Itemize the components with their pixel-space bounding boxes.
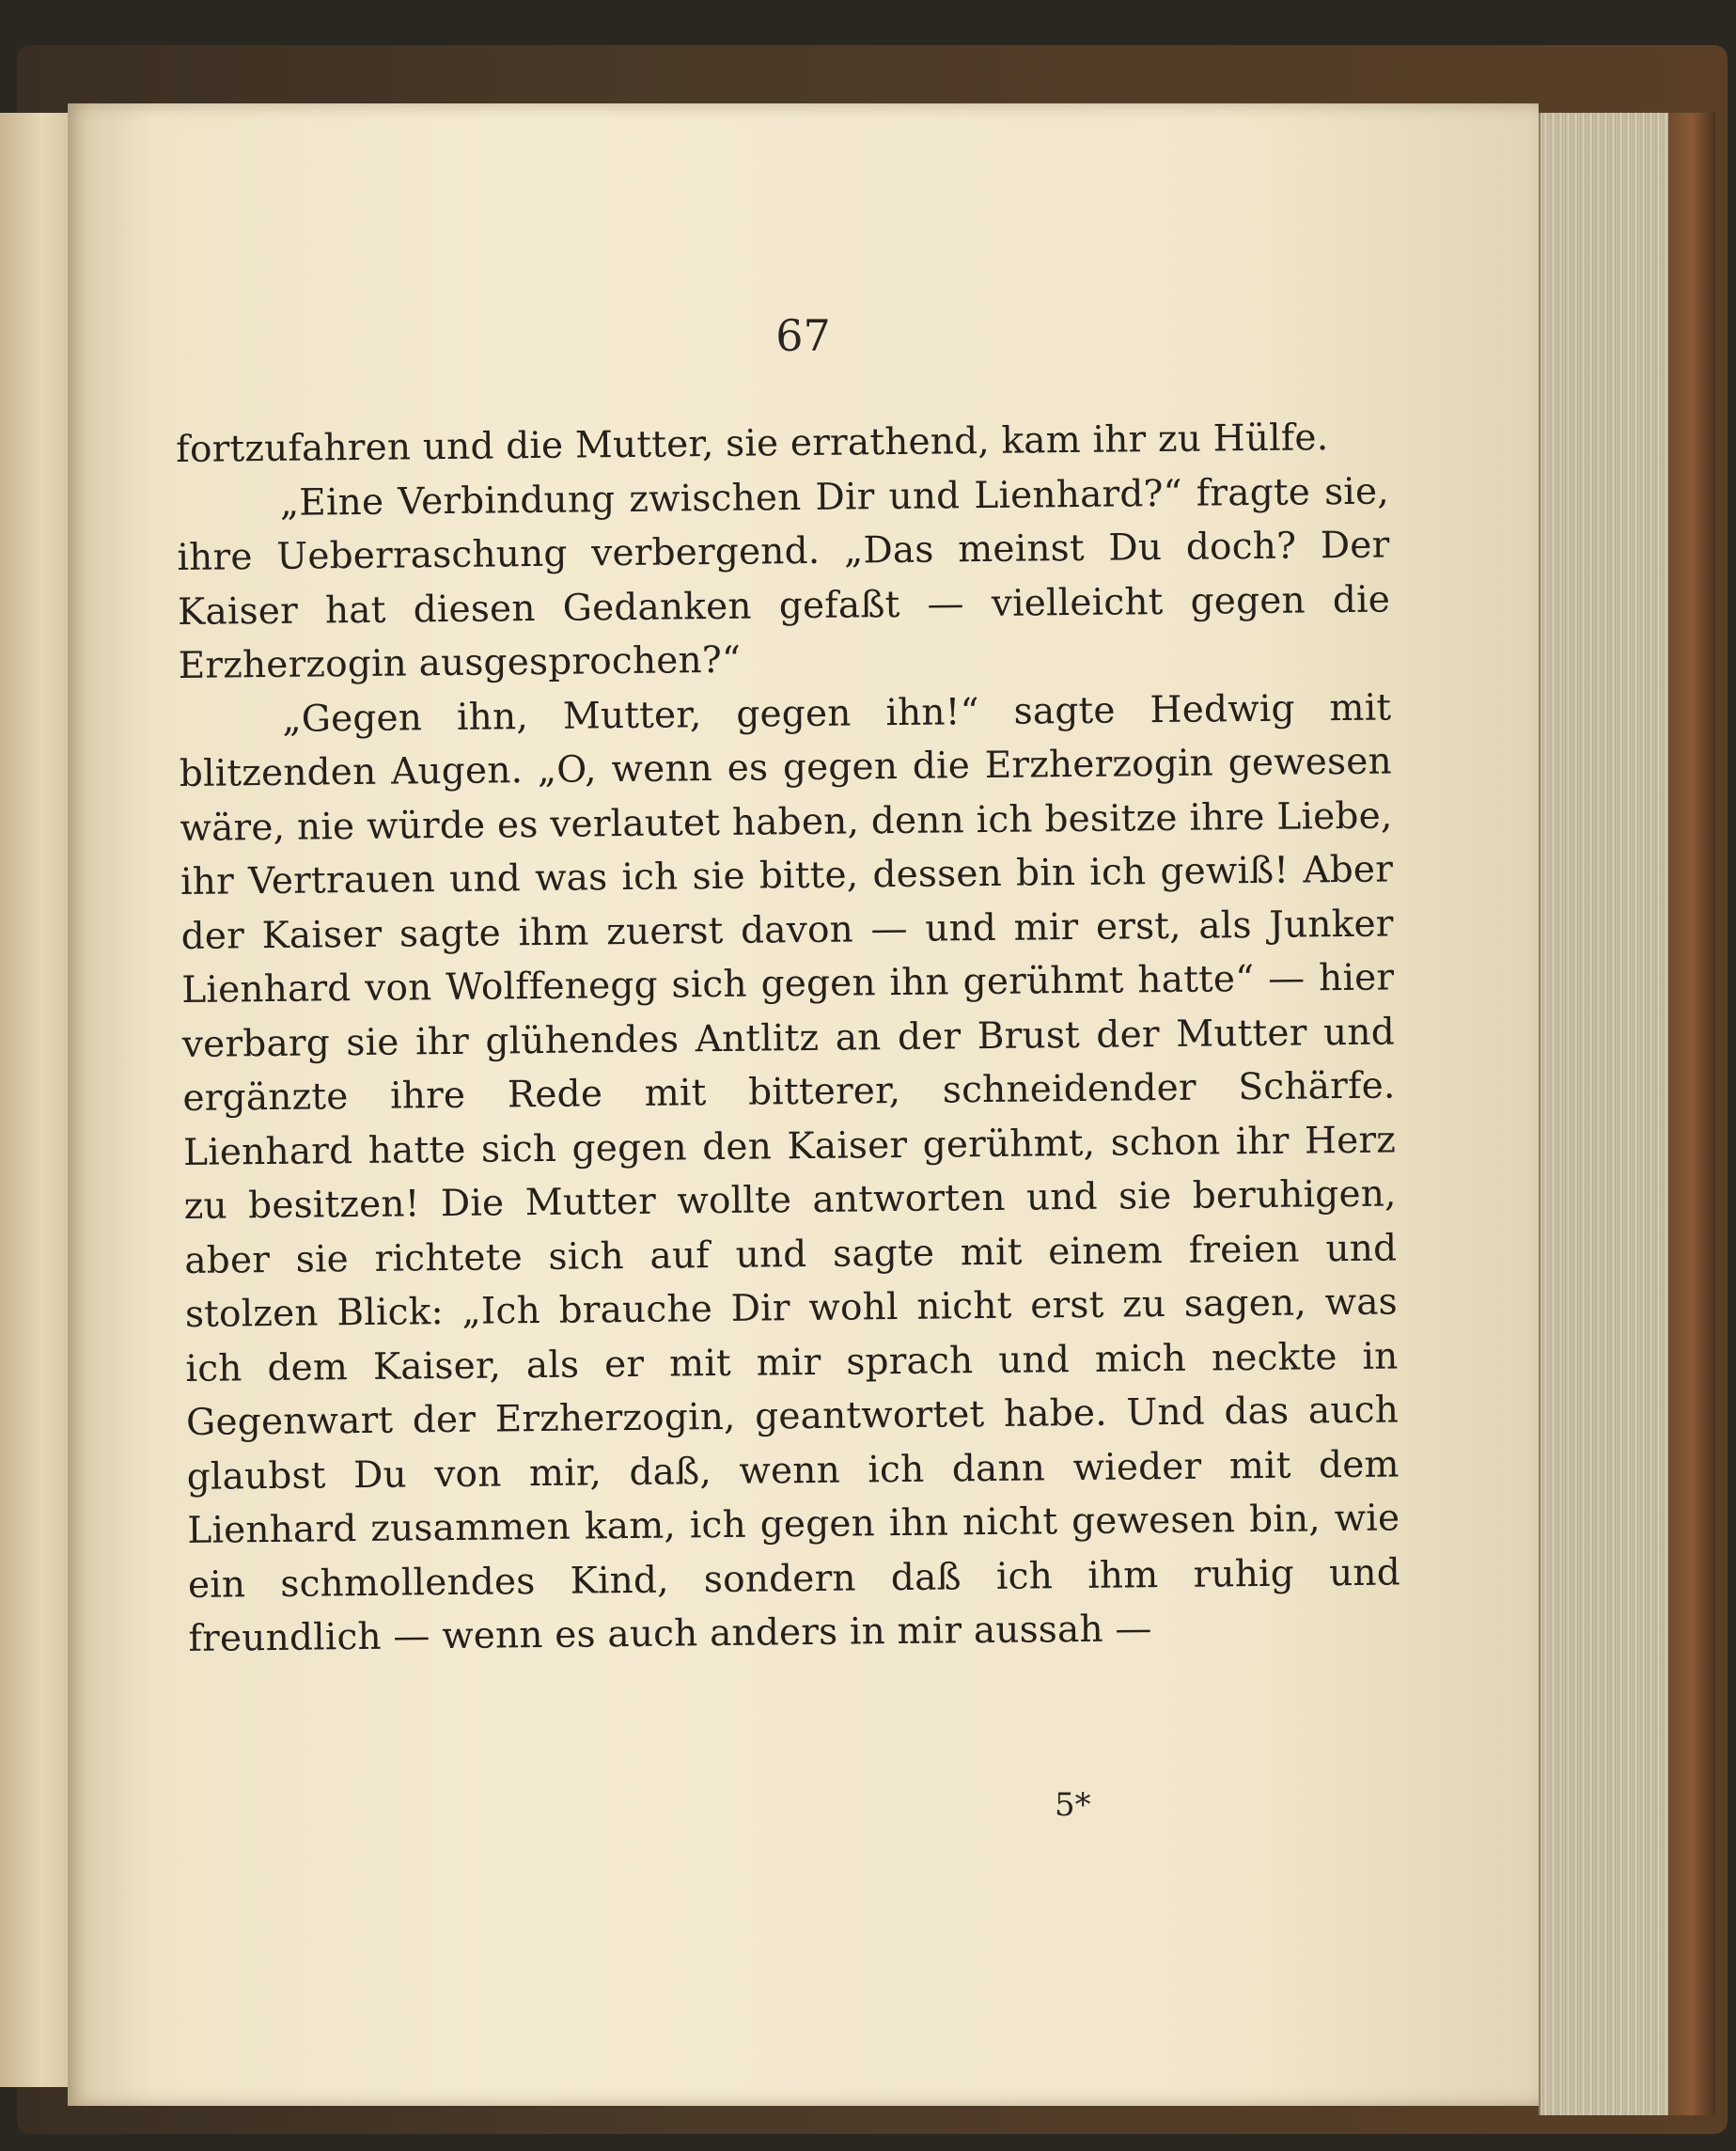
page-number: 67 [775,310,831,361]
page-text [176,410,1401,1666]
cover-edge [1668,113,1715,2115]
page-block-edges [1539,113,1672,2115]
paragraph: „Eine Verbindung zwischen Dir und Lienhard?“ fragte sie, ihre Ueberraschung verbergend. „Das meinst Du doch? Der Kaiser hat diesen Gedanken gefaßt — vielleicht gegen die Erzherzogin ausgesprochen?“ [177,469,1391,687]
printer-signature-mark: 5* [1055,1786,1091,1824]
paragraph: „Gegen ihn, Mutter, gegen ihn!“ sagte Hedwig mit blitzenden Augen. „O, wenn es gegen die Erzherzogin gewesen wäre, nie würde es verlautet haben, denn ich besitze ihre Liebe, ihr Vertrauen und was ich sie bitte, dessen bin ich gewiß! Aber der Kaiser sagte ihm zuerst davon — und mir erst, als Junker Lienhard von Wolffenegg sich gegen ihn gerühmt hatte“ — hier verbarg sie ihr glühendes Antlitz an der Brust der Mutter und ergänzte ihre Rede mit bitterer, schneidender Schärfe. Lienhard hatte sich gegen den Kaiser gerühmt, schon ihr Herz zu besitzen! Die Mutter wollte antworten und sie beruhigen, aber sie richtete sich auf und sagte mit einem freien und stolzen Blick: „Ich brauche Dir wohl nicht erst zu sagen, was ich dem Kaiser, als er mit mir sprach und mich neckte in Gegenwart der Erzherzogin, geantwortet habe. Und das auch glaubst Du von mir, daß, wenn ich dann wieder mit dem Lienhard zusammen kam, ich gegen ihn nicht gewesen bin, wie ein schmollendes Kind, sondern daß ich ihm ruhig und freundlich — wenn es auch anders in mir aussah — [179,685,1401,1660]
book-page [68,103,1539,2106]
left-page-edge [0,113,73,2087]
paragraph: fortzufahren und die Mutter, sie errathend, kam ihr zu Hülfe. [176,416,1329,471]
